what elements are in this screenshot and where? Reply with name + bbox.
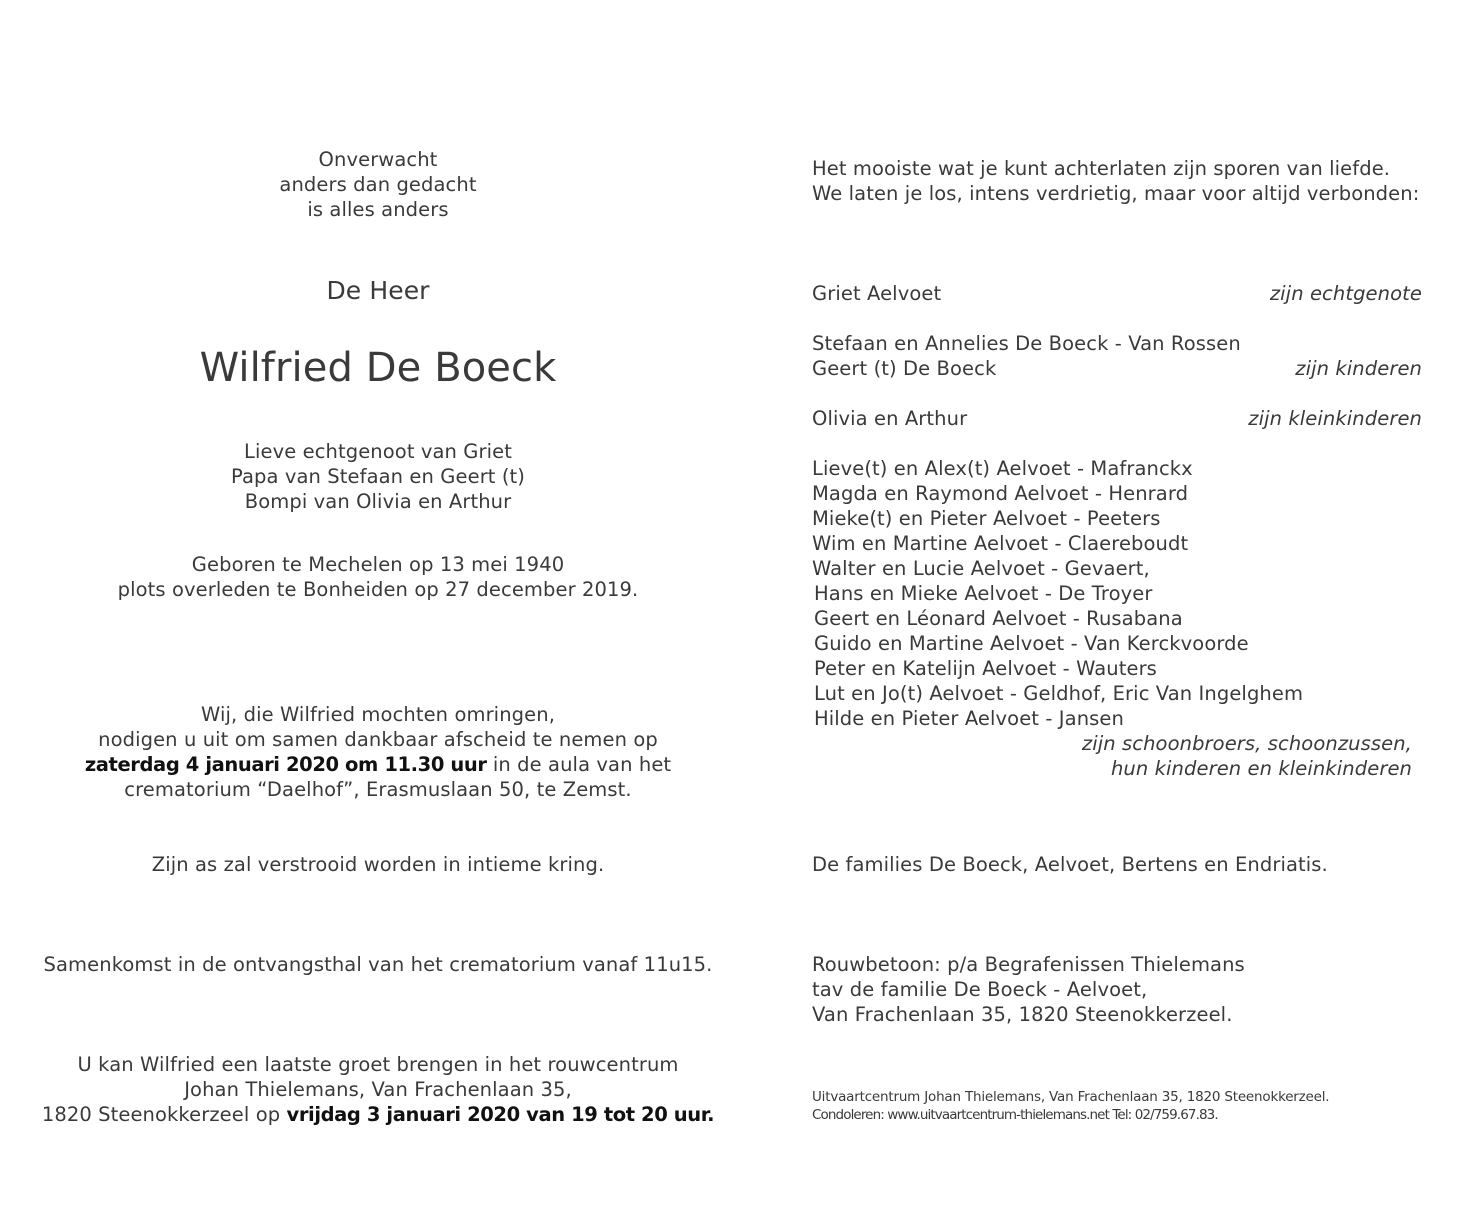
poem-line: anders dan gedacht [279,173,477,196]
quote-line: We laten je los, intens verdrietig, maar voor altijd verbonden: [812,182,1420,205]
birth-line: Geboren te Mechelen op 13 mei 1940 [191,553,565,576]
relation-line: Papa van Stefaan en Geert (t) [230,465,526,488]
invite-line: crematorium “Daelhof”, Erasmuslaan 50, te Zemst. [124,778,632,801]
in-law-item: Peter en Katelijn Aelvoet - Wauters [814,657,1157,680]
in-law-item: Lut en Jo(t) Aelvoet - Geldhof, Eric Van Ingelghem [814,682,1304,705]
in-law-item: Hilde en Pieter Aelvoet - Jansen [814,707,1124,730]
children-relation: zijn kinderen [1295,357,1422,380]
in-laws-list [812,456,1422,731]
visitation-info [0,1052,756,1127]
relation-line: Bompi van Olivia en Arthur [244,490,512,513]
address-line: tav de familie De Boeck - Aelvoet, [812,978,1148,1001]
children-row [812,331,1422,356]
invite-line: nodigen u uit om samen dankbaar afscheid te nemen op [98,728,658,751]
condolence-address [812,952,1422,1027]
poem-line: Onverwacht [318,148,438,171]
spouse-row [812,281,1422,306]
grandchildren-relation: zijn kleinkinderen [1248,407,1422,430]
gathering-note: Samenkomst in de ontvangsthal van het crematorium vanaf 11u15. [43,953,713,976]
in-law-item: Lieve(t) en Alex(t) Aelvoet - Mafranckx [812,457,1193,480]
poem-line: is alles anders [307,198,449,221]
grandchildren-names: Olivia en Arthur [812,407,968,430]
in-law-item: Geert en Léonard Aelvoet - Rusabana [814,607,1183,630]
in-law-item: Mieke(t) en Pieter Aelvoet - Peeters [812,507,1161,530]
ceremony-location-start: in de aula van het [486,753,672,776]
grandchildren-row [812,406,1422,431]
footer-contact-line: Condoleren: www.uitvaartcentrum-thielemans.net Tel: 02/759.67.83. [812,1107,1218,1123]
funeral-home-footer [812,1088,1422,1124]
deceased-name: Wilfried De Boeck [199,345,557,391]
birth-death-info [0,552,756,602]
footer-line: Uitvaartcentrum Johan Thielemans, Van Frachenlaan 35, 1820 Steenokkerzeel. [812,1089,1330,1105]
salutation: De Heer [326,276,430,305]
in-law-item: Hans en Mieke Aelvoet - De Troyer [814,582,1153,605]
families-line: De families De Boeck, Aelvoet, Bertens en Endriatis. [812,853,1328,876]
family-relations [0,439,756,514]
quote-line: Het mooiste wat je kunt achterlaten zijn sporen van liefde. [812,157,1391,180]
poem [0,147,756,222]
invite-line: Wij, die Wilfried mochten omringen, [201,703,555,726]
in-law-item: Walter en Lucie Aelvoet - Gevaert, [812,557,1150,580]
spouse-relation: zijn echtgenote [1269,282,1422,305]
ashes-note: Zijn as zal verstrooid worden in intieme kring. [151,853,605,876]
in-law-item: Guido en Martine Aelvoet - Van Kerckvoorde [814,632,1249,655]
child-name: Geert (t) De Boeck [812,357,997,380]
in-law-item: Wim en Martine Aelvoet - Claereboudt [812,532,1189,555]
children-row [812,356,1422,381]
child-name: Stefaan en Annelies De Boeck - Van Rossen [812,332,1241,355]
ceremony-datetime: zaterdag 4 januari 2020 om 11.30 uur [84,753,487,776]
in-laws-relation-line: zijn schoonbroers, schoonzussen, [1081,732,1412,755]
quote [812,156,1422,206]
visit-place: 1820 Steenokkerzeel op [41,1103,287,1126]
visit-line [0,1102,756,1127]
visit-line: Johan Thielemans, Van Frachenlaan 35, [184,1078,572,1101]
death-line: plots overleden te Bonheiden op 27 december 2019. [117,578,639,601]
address-line: Rouwbetoon: p/a Begrafenissen Thielemans [812,953,1245,976]
spouse-name: Griet Aelvoet [812,282,942,305]
visit-datetime: vrijdag 3 januari 2020 van 19 tot 20 uur. [286,1103,715,1126]
in-laws-relation-line: hun kinderen en kleinkinderen [1110,757,1412,780]
invite-line [0,752,756,777]
address-line: Van Frachenlaan 35, 1820 Steenokkerzeel. [812,1003,1233,1026]
in-law-item: Magda en Raymond Aelvoet - Henrard [812,482,1189,505]
in-laws-relation [812,731,1412,781]
relation-line: Lieve echtgenoot van Griet [243,440,512,463]
funeral-invitation [0,702,756,802]
visit-line: U kan Wilfried een laatste groet brengen in het rouwcentrum [77,1053,679,1076]
